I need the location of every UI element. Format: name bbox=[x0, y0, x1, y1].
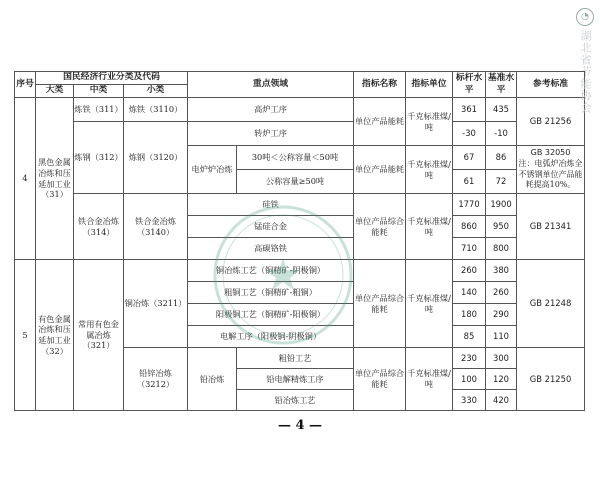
header-industry-group: 国民经济行业分类及代码 bbox=[36, 72, 188, 85]
cell-baseline: 260 bbox=[486, 282, 517, 304]
cell-process: 锰硅合金 bbox=[188, 216, 354, 238]
cell-benchmark: 180 bbox=[453, 304, 486, 326]
table-row bbox=[15, 260, 585, 282]
header-minor: 小类 bbox=[124, 85, 188, 98]
cell-baseline: 72 bbox=[486, 170, 517, 194]
cell-reference: GB 21248 bbox=[517, 260, 585, 348]
cell-benchmark: 67 bbox=[453, 146, 486, 170]
cell-minor: 铁合金冶炼（3140） bbox=[124, 194, 188, 260]
cell-unit: 千克标准煤/吨 bbox=[406, 348, 453, 411]
cell-minor: 铜冶炼（3211） bbox=[124, 260, 188, 348]
cell-seq: 4 bbox=[15, 98, 36, 260]
cell-baseline: 290 bbox=[486, 304, 517, 326]
wechat-icon: ◔ bbox=[576, 8, 594, 26]
cell-minor: 炼钢（3120） bbox=[124, 122, 188, 194]
cell-benchmark: 100 bbox=[453, 369, 486, 390]
cell-unit: 千克标准煤/吨 bbox=[406, 98, 453, 146]
header-seq: 序号 bbox=[15, 72, 36, 98]
cell-baseline: 420 bbox=[486, 390, 517, 411]
cell-baseline: 1900 bbox=[486, 194, 517, 216]
cell-minor: 铅锌冶炼（3212） bbox=[124, 348, 188, 411]
cell-baseline: 435 bbox=[486, 98, 517, 122]
cell-benchmark: 85 bbox=[453, 326, 486, 348]
cell-reference: GB 21256 bbox=[517, 98, 585, 146]
cell-benchmark: 860 bbox=[453, 216, 486, 238]
watermark-text: 湖北省节能协会 bbox=[579, 30, 592, 114]
cell-baseline: 950 bbox=[486, 216, 517, 238]
cell-indicator: 单位产品能耗 bbox=[354, 98, 406, 146]
cell-benchmark: 260 bbox=[453, 260, 486, 282]
cell-process: 铜冶炼工艺（铜精矿-阴极铜） bbox=[188, 260, 354, 282]
reference-note: 注：电弧炉冶炼全不锈钢单位产品能耗提高10%。 bbox=[518, 158, 583, 190]
cell-process: 铅电解精炼工序 bbox=[237, 369, 354, 390]
cell-major: 有色金属冶炼和压延加工业（32） bbox=[36, 260, 74, 411]
cell-indicator: 单位产品能耗 bbox=[354, 146, 406, 194]
table-row bbox=[15, 122, 585, 146]
cell-baseline: 300 bbox=[486, 348, 517, 369]
cell-process: 转炉工序 bbox=[188, 122, 354, 146]
header-reference: 参考标准 bbox=[517, 72, 585, 98]
cell-process: 30吨＜公称容量＜50吨 bbox=[237, 146, 354, 170]
cell-process-group: 铅冶炼 bbox=[188, 348, 237, 411]
cell-process-group: 电炉炉冶炼 bbox=[188, 146, 237, 194]
table-row bbox=[15, 98, 585, 122]
cell-benchmark: -30 bbox=[453, 122, 486, 146]
cell-baseline: 120 bbox=[486, 369, 517, 390]
cell-baseline: 86 bbox=[486, 146, 517, 170]
cell-process: 铅冶炼工艺 bbox=[237, 390, 354, 411]
reference-code: GB 32050 bbox=[530, 147, 571, 157]
cell-process: 粗铜工艺（铜精矿-粗铜） bbox=[188, 282, 354, 304]
cell-unit: 千克标准煤/吨 bbox=[406, 194, 453, 260]
cell-reference: GB 21341 bbox=[517, 194, 585, 260]
cell-indicator: 单位产品综合能耗 bbox=[354, 348, 406, 411]
cell-process: 高炉工序 bbox=[188, 98, 354, 122]
cell-baseline: -10 bbox=[486, 122, 517, 146]
cell-process: 公称容量≥50吨 bbox=[237, 170, 354, 194]
cell-baseline: 110 bbox=[486, 326, 517, 348]
header-major: 大类 bbox=[36, 85, 74, 98]
cell-benchmark: 361 bbox=[453, 98, 486, 122]
cell-benchmark: 140 bbox=[453, 282, 486, 304]
header-medium: 中类 bbox=[74, 85, 124, 98]
cell-benchmark: 1770 bbox=[453, 194, 486, 216]
cell-process: 电解工序（阳极铜-阴极铜） bbox=[188, 326, 354, 348]
cell-unit: 千克标准煤/吨 bbox=[406, 146, 453, 194]
cell-major: 黑色金属冶炼和压延加工业（31） bbox=[36, 98, 74, 260]
cell-indicator: 单位产品综合能耗 bbox=[354, 260, 406, 348]
cell-process: 粗铅工艺 bbox=[237, 348, 354, 369]
cell-baseline: 380 bbox=[486, 260, 517, 282]
cell-minor: 炼铁（3110） bbox=[124, 98, 188, 122]
cell-process: 高碳铬铁 bbox=[188, 238, 354, 260]
cell-medium: 炼钢（312） bbox=[74, 122, 124, 194]
table-row bbox=[15, 194, 585, 216]
cell-process: 硅铁 bbox=[188, 194, 354, 216]
cell-process: 阳极铜工艺（铜精矿-阳极铜） bbox=[188, 304, 354, 326]
cell-benchmark: 230 bbox=[453, 348, 486, 369]
energy-benchmark-table bbox=[14, 71, 585, 411]
cell-baseline: 800 bbox=[486, 238, 517, 260]
header-process: 重点领域 bbox=[188, 72, 354, 98]
page-number: — 4 — bbox=[277, 418, 323, 433]
cell-medium: 铁合金冶炼（314） bbox=[74, 194, 124, 260]
header-indicator: 指标名称 bbox=[354, 72, 406, 98]
cell-medium: 常用有色金属冶炼（321） bbox=[74, 260, 124, 411]
cell-benchmark: 710 bbox=[453, 238, 486, 260]
cell-seq: 5 bbox=[15, 260, 36, 411]
header-unit: 指标单位 bbox=[406, 72, 453, 98]
wechat-watermark bbox=[574, 8, 596, 138]
cell-indicator: 单位产品综合能耗 bbox=[354, 194, 406, 260]
header-baseline: 基准水平 bbox=[486, 72, 517, 98]
cell-benchmark: 330 bbox=[453, 390, 486, 411]
header-benchmark: 标杆水平 bbox=[453, 72, 486, 98]
cell-reference bbox=[517, 146, 585, 194]
cell-benchmark: 61 bbox=[453, 170, 486, 194]
cell-reference: GB 21250 bbox=[517, 348, 585, 411]
cell-medium: 炼铁（311） bbox=[74, 98, 124, 122]
cell-unit: 千克标准煤/吨 bbox=[406, 260, 453, 348]
